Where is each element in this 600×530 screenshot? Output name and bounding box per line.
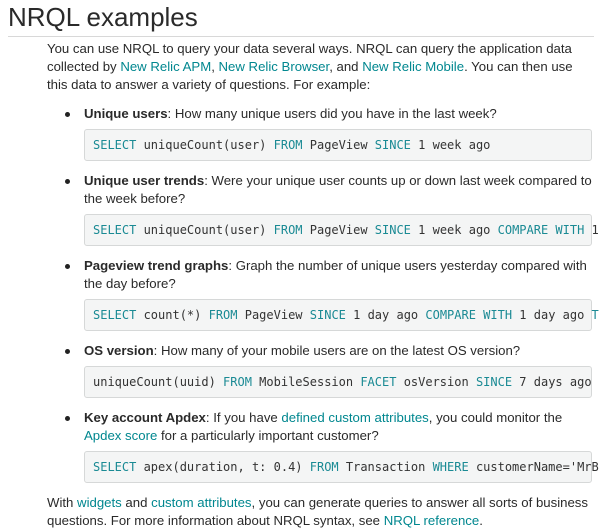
- code-keyword: SELECT: [93, 223, 144, 237]
- intro-paragraph: [47, 40, 592, 94]
- example-desc: : How many of your mobile users are on the latest OS version?: [153, 343, 521, 358]
- code-block[interactable]: [84, 366, 592, 398]
- link-nrql-reference[interactable]: NRQL reference: [383, 513, 480, 528]
- code-text: 1: [591, 223, 599, 237]
- intro-text-4: . You can then use this data to answer a variety of questions. For example:: [47, 59, 573, 92]
- code-text: 7 days ago: [519, 375, 592, 389]
- bullet-icon: [65, 264, 70, 269]
- code-block[interactable]: [84, 129, 592, 161]
- title-divider: [8, 36, 594, 37]
- example-desc: : How many unique users did you have in the last week?: [167, 106, 497, 121]
- code-keyword: SINCE: [374, 223, 419, 237]
- bullet-icon: [65, 179, 70, 184]
- examples-list: [47, 105, 599, 483]
- intro-text-3: , and: [329, 59, 363, 74]
- link-new-relic-mobile[interactable]: New Relic Mobile: [362, 59, 465, 74]
- code-keyword: COMPARE WITH: [425, 308, 520, 322]
- code-keyword: FROM: [208, 308, 245, 322]
- bullet-icon: [65, 416, 70, 421]
- footer-paragraph: [47, 494, 592, 530]
- code-keyword: SELECT: [93, 460, 144, 474]
- code-keyword: SELECT: [93, 138, 144, 152]
- code-text: 1 day ago: [519, 308, 592, 322]
- code-text: PageView: [244, 308, 310, 322]
- code-text: PageView: [309, 223, 375, 237]
- example-title: Unique users: [84, 106, 168, 121]
- bullet-icon: [65, 112, 70, 117]
- page-title: NRQL examples: [8, 2, 198, 32]
- link-new-relic-browser[interactable]: New Relic Browser: [218, 59, 330, 74]
- example-title: Pageview trend graphs: [84, 258, 229, 273]
- footer-text-2: and: [121, 495, 152, 510]
- article-body: [47, 40, 599, 530]
- example-pageview-trend-graphs: [47, 257, 599, 331]
- footer-text-1: With: [47, 495, 78, 510]
- example-title: Unique user trends: [84, 173, 205, 188]
- example-title: Key account Apdex: [84, 410, 206, 425]
- code-text: uniqueCount(user): [143, 138, 274, 152]
- code-text: 1 day ago: [353, 308, 426, 322]
- example-desc: : Were your unique user counts up or down last week compared to the week before?: [84, 173, 592, 206]
- code-keyword: FROM: [309, 460, 346, 474]
- example-desc: : If you have: [205, 410, 282, 425]
- example-unique-user-trends: [47, 172, 599, 246]
- code-keyword: FROM: [273, 138, 310, 152]
- example-key-account-apdex: [47, 409, 599, 483]
- link-apdex-score[interactable]: Apdex score: [84, 428, 158, 443]
- example-desc: , you could monitor the: [428, 410, 563, 425]
- code-keyword: T: [591, 308, 599, 322]
- code-keyword: FROM: [273, 223, 310, 237]
- code-text: count(*): [143, 308, 209, 322]
- code-text: customerName='MrB: [475, 460, 599, 474]
- code-text: 1 week ago: [418, 138, 491, 152]
- footer-text-4: .: [479, 513, 483, 528]
- code-text: osVersion: [403, 375, 476, 389]
- example-desc: : Graph the number of unique users yesterday compared with the day before?: [84, 258, 587, 291]
- code-text: PageView: [309, 138, 375, 152]
- code-keyword: COMPARE WITH: [497, 223, 592, 237]
- code-keyword: WHERE: [432, 460, 476, 474]
- code-keyword: FACET: [360, 375, 404, 389]
- code-text: apex(duration, t: 0.4): [143, 460, 310, 474]
- code-text: uniqueCount(uuid): [93, 375, 224, 389]
- code-keyword: SINCE: [309, 308, 354, 322]
- code-text: 1 week ago: [418, 223, 498, 237]
- code-keyword: SINCE: [475, 375, 520, 389]
- intro-text-1: You can use NRQL to query your data several ways. NRQL can query the application data collected by: [47, 41, 572, 74]
- footer-text-3: , you can generate queries to answer all sorts of business questions. For more information about NRQL syntax, see: [47, 495, 588, 528]
- link-defined-custom-attributes[interactable]: defined custom attributes: [281, 410, 429, 425]
- code-keyword: FROM: [223, 375, 260, 389]
- example-desc: for a particularly important customer?: [157, 428, 379, 443]
- code-keyword: SELECT: [93, 308, 144, 322]
- code-block[interactable]: [84, 214, 599, 246]
- example-unique-users: [47, 105, 592, 161]
- bullet-icon: [65, 349, 70, 354]
- example-title: OS version: [84, 343, 154, 358]
- code-keyword: SINCE: [374, 138, 419, 152]
- example-os-version: [47, 342, 592, 398]
- link-new-relic-apm[interactable]: New Relic APM: [120, 59, 212, 74]
- code-text: MobileSession: [259, 375, 361, 389]
- code-text: Transaction: [345, 460, 433, 474]
- code-block[interactable]: [84, 451, 599, 483]
- link-widgets[interactable]: widgets: [77, 495, 122, 510]
- code-text: uniqueCount(user): [143, 223, 274, 237]
- link-custom-attributes[interactable]: custom attributes: [151, 495, 252, 510]
- intro-text-2: ,: [211, 59, 219, 74]
- code-block[interactable]: [84, 299, 599, 331]
